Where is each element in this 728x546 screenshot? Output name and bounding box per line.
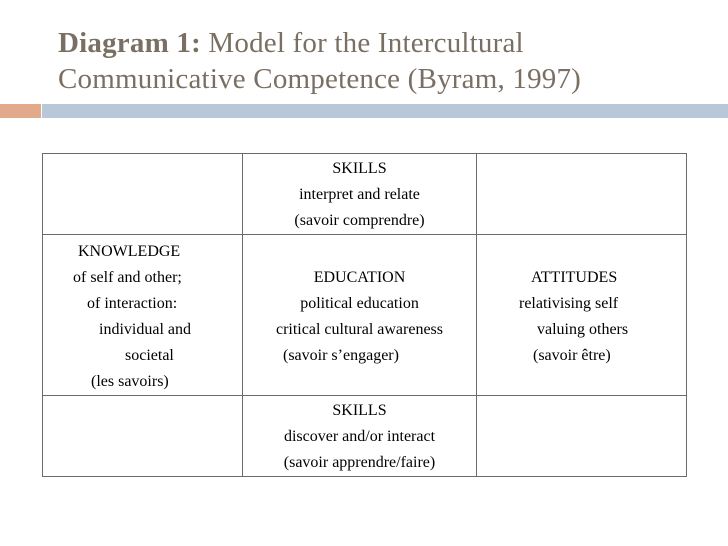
knowledge-line3: of interaction: <box>87 295 178 312</box>
table-row-middle <box>43 235 687 396</box>
competence-model-table <box>42 153 687 477</box>
knowledge-line6: (les savoirs) <box>91 373 169 390</box>
knowledge-line5: societal <box>125 347 174 364</box>
skills-bottom-heading: SKILLS <box>332 402 387 419</box>
cell-education <box>243 235 477 396</box>
skills-top-heading: SKILLS <box>332 160 387 177</box>
cell-empty-bottom-right <box>477 396 687 477</box>
cell-skills-discover <box>243 396 477 477</box>
cell-empty-top-right <box>477 154 687 235</box>
slide-title <box>58 25 718 97</box>
knowledge-line4: individual and <box>99 321 191 338</box>
knowledge-line2: of self and other; <box>73 269 182 286</box>
attitudes-line1: relativising self <box>519 295 619 312</box>
skills-top-line1: interpret and relate <box>299 186 420 203</box>
skills-top-line2: (savoir comprendre) <box>294 212 425 229</box>
cell-attitudes <box>477 235 687 396</box>
table-row-bottom <box>43 396 687 477</box>
title-lead: Diagram 1: <box>58 27 201 59</box>
attitudes-line2: valuing others <box>537 321 629 338</box>
cell-knowledge <box>43 235 243 396</box>
accent-bar-left <box>0 104 41 118</box>
education-line3: (savoir s’engager) <box>283 347 399 364</box>
cell-empty-bottom-left <box>43 396 243 477</box>
education-line2: critical cultural awareness <box>275 321 444 338</box>
skills-bottom-line2: (savoir apprendre/faire) <box>283 454 436 471</box>
education-line1: political education <box>300 295 419 312</box>
table-row-top <box>43 154 687 235</box>
skills-bottom-line1: discover and/or interact <box>283 428 436 445</box>
cell-skills-interpret <box>243 154 477 235</box>
knowledge-heading: KNOWLEDGE <box>78 243 181 260</box>
attitudes-line3: (savoir être) <box>533 347 611 364</box>
accent-bar-right <box>42 104 728 118</box>
title-rest: Model for the Intercultural Communicative Competence (Byram, 1997) <box>58 27 582 95</box>
cell-empty-top-left <box>43 154 243 235</box>
attitudes-heading: ATTITUDES <box>531 269 618 286</box>
education-heading: EDUCATION <box>313 269 406 286</box>
